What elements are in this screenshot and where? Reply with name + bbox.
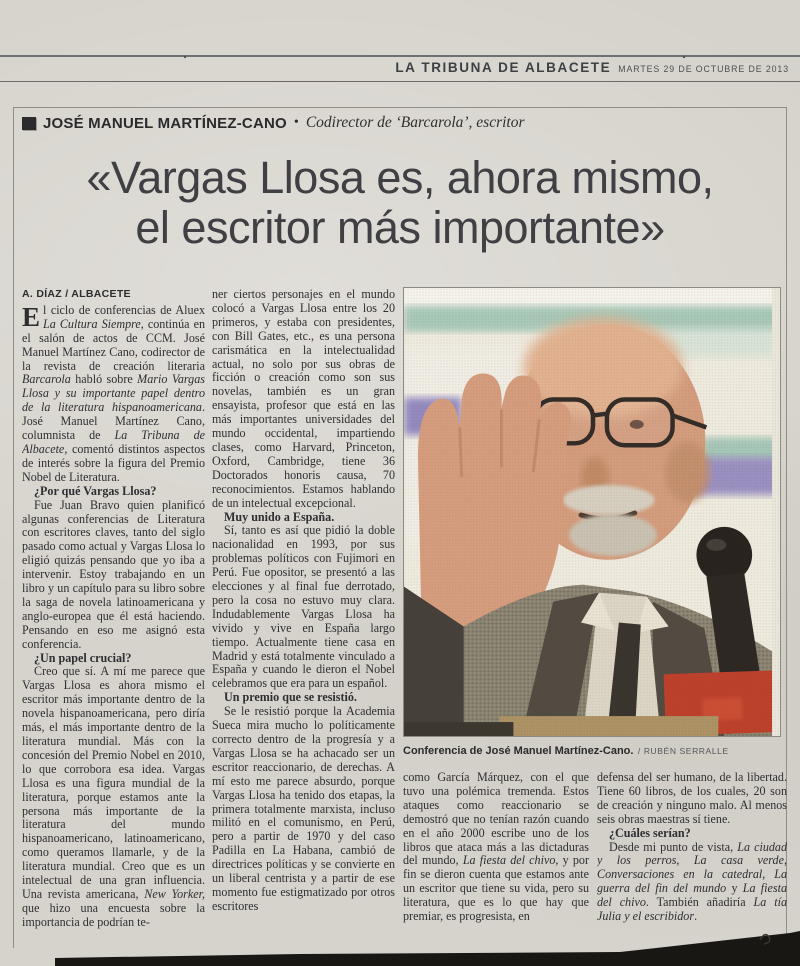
caption-text: Conferencia de José Manuel Martínez-Cano. (403, 745, 634, 757)
body-paragraph: Se le resistió porque la Academia Sueca mira mucho lo políticamente correcto dentro de la progresía y a Vargas Llosa se ha achacado ser un escritor reaccionario, de derechas. A mí esto me parece absurdo, porque Vargas Llosa ha tenido dos etapas, la primera totalmente marxista, incluso militó en el comunismo, en Perú, pero a partir de 1970 y del caso Padilla en La Habana, cambió de directrices políticas y se convierte en un liberal centrista y a partir de ese momento fue estigmatizado por otros escritores (212, 704, 395, 913)
question-subhead: Un premio que se resistió. (224, 690, 357, 705)
headline-line-1: «Vargas Llosa es, ahora mismo, (86, 152, 714, 203)
body-paragraph: como García Márquez, con el que tuvo una polémica tremenda. Estos ataques como reaccionario se demostró que no tenían razón cuando en el año 2000 escribe uno de los libros que ataca más a las dictaduras del mundo, La fiesta del chivo, y por fin se dieron cuenta que estamos ante un escritor que tiene su vida, pero su literatura, que es lo que hay que premiar, es progresista, en (403, 771, 589, 924)
kicker-square-icon (22, 117, 36, 130)
kicker (22, 114, 525, 132)
kicker-author: JOSÉ MANUEL MARTÍNEZ-CANO (43, 114, 287, 132)
question-subhead: ¿Un papel crucial? (34, 650, 132, 665)
body-paragraph: Creo que sí. A mí me parece que Vargas Llosa es ahora mismo el escritor más importante dentro de la novela hispanoamericana, pero diría más, el más importante dentro de la literatura mundial. Más con la concesión del Premio Nobel en 2010, lo que corrobora esa idea. Vargas Llosa es una figura mundial de la literatura, porque estamos ante la persona más importante de la literatura del mundo hispanoamericano, latinoamericano, como queramos llamarle, y de la literatura mundial. Creo que es un intelectual de una gran influencia. Una revista americana, New Yorker, que hizo una encuesta sobre la importancia de podrían te- (22, 664, 205, 929)
byline: A. DÍAZ / ALBACETE (22, 288, 131, 300)
body-column-1 (22, 288, 205, 944)
conference-photo (403, 287, 781, 737)
bullet-separator-icon: • (293, 115, 299, 130)
body-column-4 (597, 771, 787, 945)
caption-credit: / RUBÉN SERRALLE (637, 746, 729, 756)
issue-date: MARTES 29 DE OCTUBRE DE 2013 (618, 64, 789, 74)
halftone-overlay (404, 288, 780, 736)
photo-caption (403, 741, 783, 759)
body-paragraph: defensa del ser humano, de la libertad. Tiene 60 libros, de los cuales, 20 son de creación y ninguno malo. Al menos seis obras maestras sí tiene. (597, 771, 787, 826)
body-paragraph: ner ciertos personajes en el mundo colocó a Vargas Llosa entre los 20 primeros, y estaba con presidentes, con Bill Gates, etc., es una persona carismática en la intelectualidad actual, no solo por sus obras de ficción o creación como son sus novelas, también es un gran ensayista, profesor que está en las más importantes universidades del mundo occidental, impartiendo clases, como Harvard, Princeton, Oxford, Cambridge, tiene 36 Doctorados honoris causa, 70 reconocimientos. Estamos hablando de un intelectual excepcional. (212, 288, 395, 510)
body-column-3 (403, 771, 589, 945)
body-paragraph: Sí, tanto es así que pidió la doble nacionalidad en 1993, por sus problemas políticos con Fujimori en Perú. Fue opositor, se presentó a las elecciones y al final fue derrotado, pero la cosa no estuvo muy clara. Indudablemente Vargas Llosa ha vivido y vive en España largo tiempo. Actualmente tiene casa en Madrid y está totalmente vinculado a España y cuando le dieron el Nobel celebramos que era para un español. (212, 523, 395, 691)
masthead-bottom-rule (0, 81, 800, 82)
masthead (395, 60, 789, 75)
question-subhead: ¿Por qué Vargas Llosa? (34, 483, 157, 498)
question-subhead: ¿Cuáles serían? (609, 825, 691, 840)
body-paragraph: Fue Juan Bravo quien planificó algunas conferencias de Literatura con escritores claves, tanto del siglo pasado como actual y Vargas Llosa lo eligió quizás pensando que yo iba a intervenir. Estoy trabajando en un libro y un capítulo para su libro sobre la saga de novela latinoamericana y anglo-europea que él está haciendo. Pensando en eso me asignó esta conferencia. (22, 497, 205, 651)
newspaper-title: LA TRIBUNA DE ALBACETE (395, 60, 612, 75)
body-column-2 (212, 288, 395, 944)
masthead-top-rule (0, 55, 800, 57)
kicker-role: Codirector de ‘Barcarola’, escritor (305, 114, 525, 131)
headline-line-2: el escritor más importante» (135, 202, 665, 253)
headline (0, 153, 800, 253)
question-subhead: Muy unido a España. (224, 509, 335, 524)
body-paragraph: El ciclo de conferencias de Aluex La Cultura Siempre, continúa en el salón de actos de CCM. José Manuel Martínez Cano, codirector de la revista de creación literaria Barcarola habló sobre Mario Vargas Llosa y su importante papel dentro de la literatura hispanoamericana. José Manuel Martínez Cano, columnista de La Tribuna de Albacete, comentó distintos aspectos de interés sobre la figura del Premio Nobel de Literatura. (22, 301, 205, 484)
body-paragraph: Desde mi punto de vista, La ciudad y los perros, La casa verde, Conversaciones en la catedral, La guerra del fin del mundo y La fiesta del chivo. También añadiría La tía Julia y el escribidor. (597, 839, 787, 924)
